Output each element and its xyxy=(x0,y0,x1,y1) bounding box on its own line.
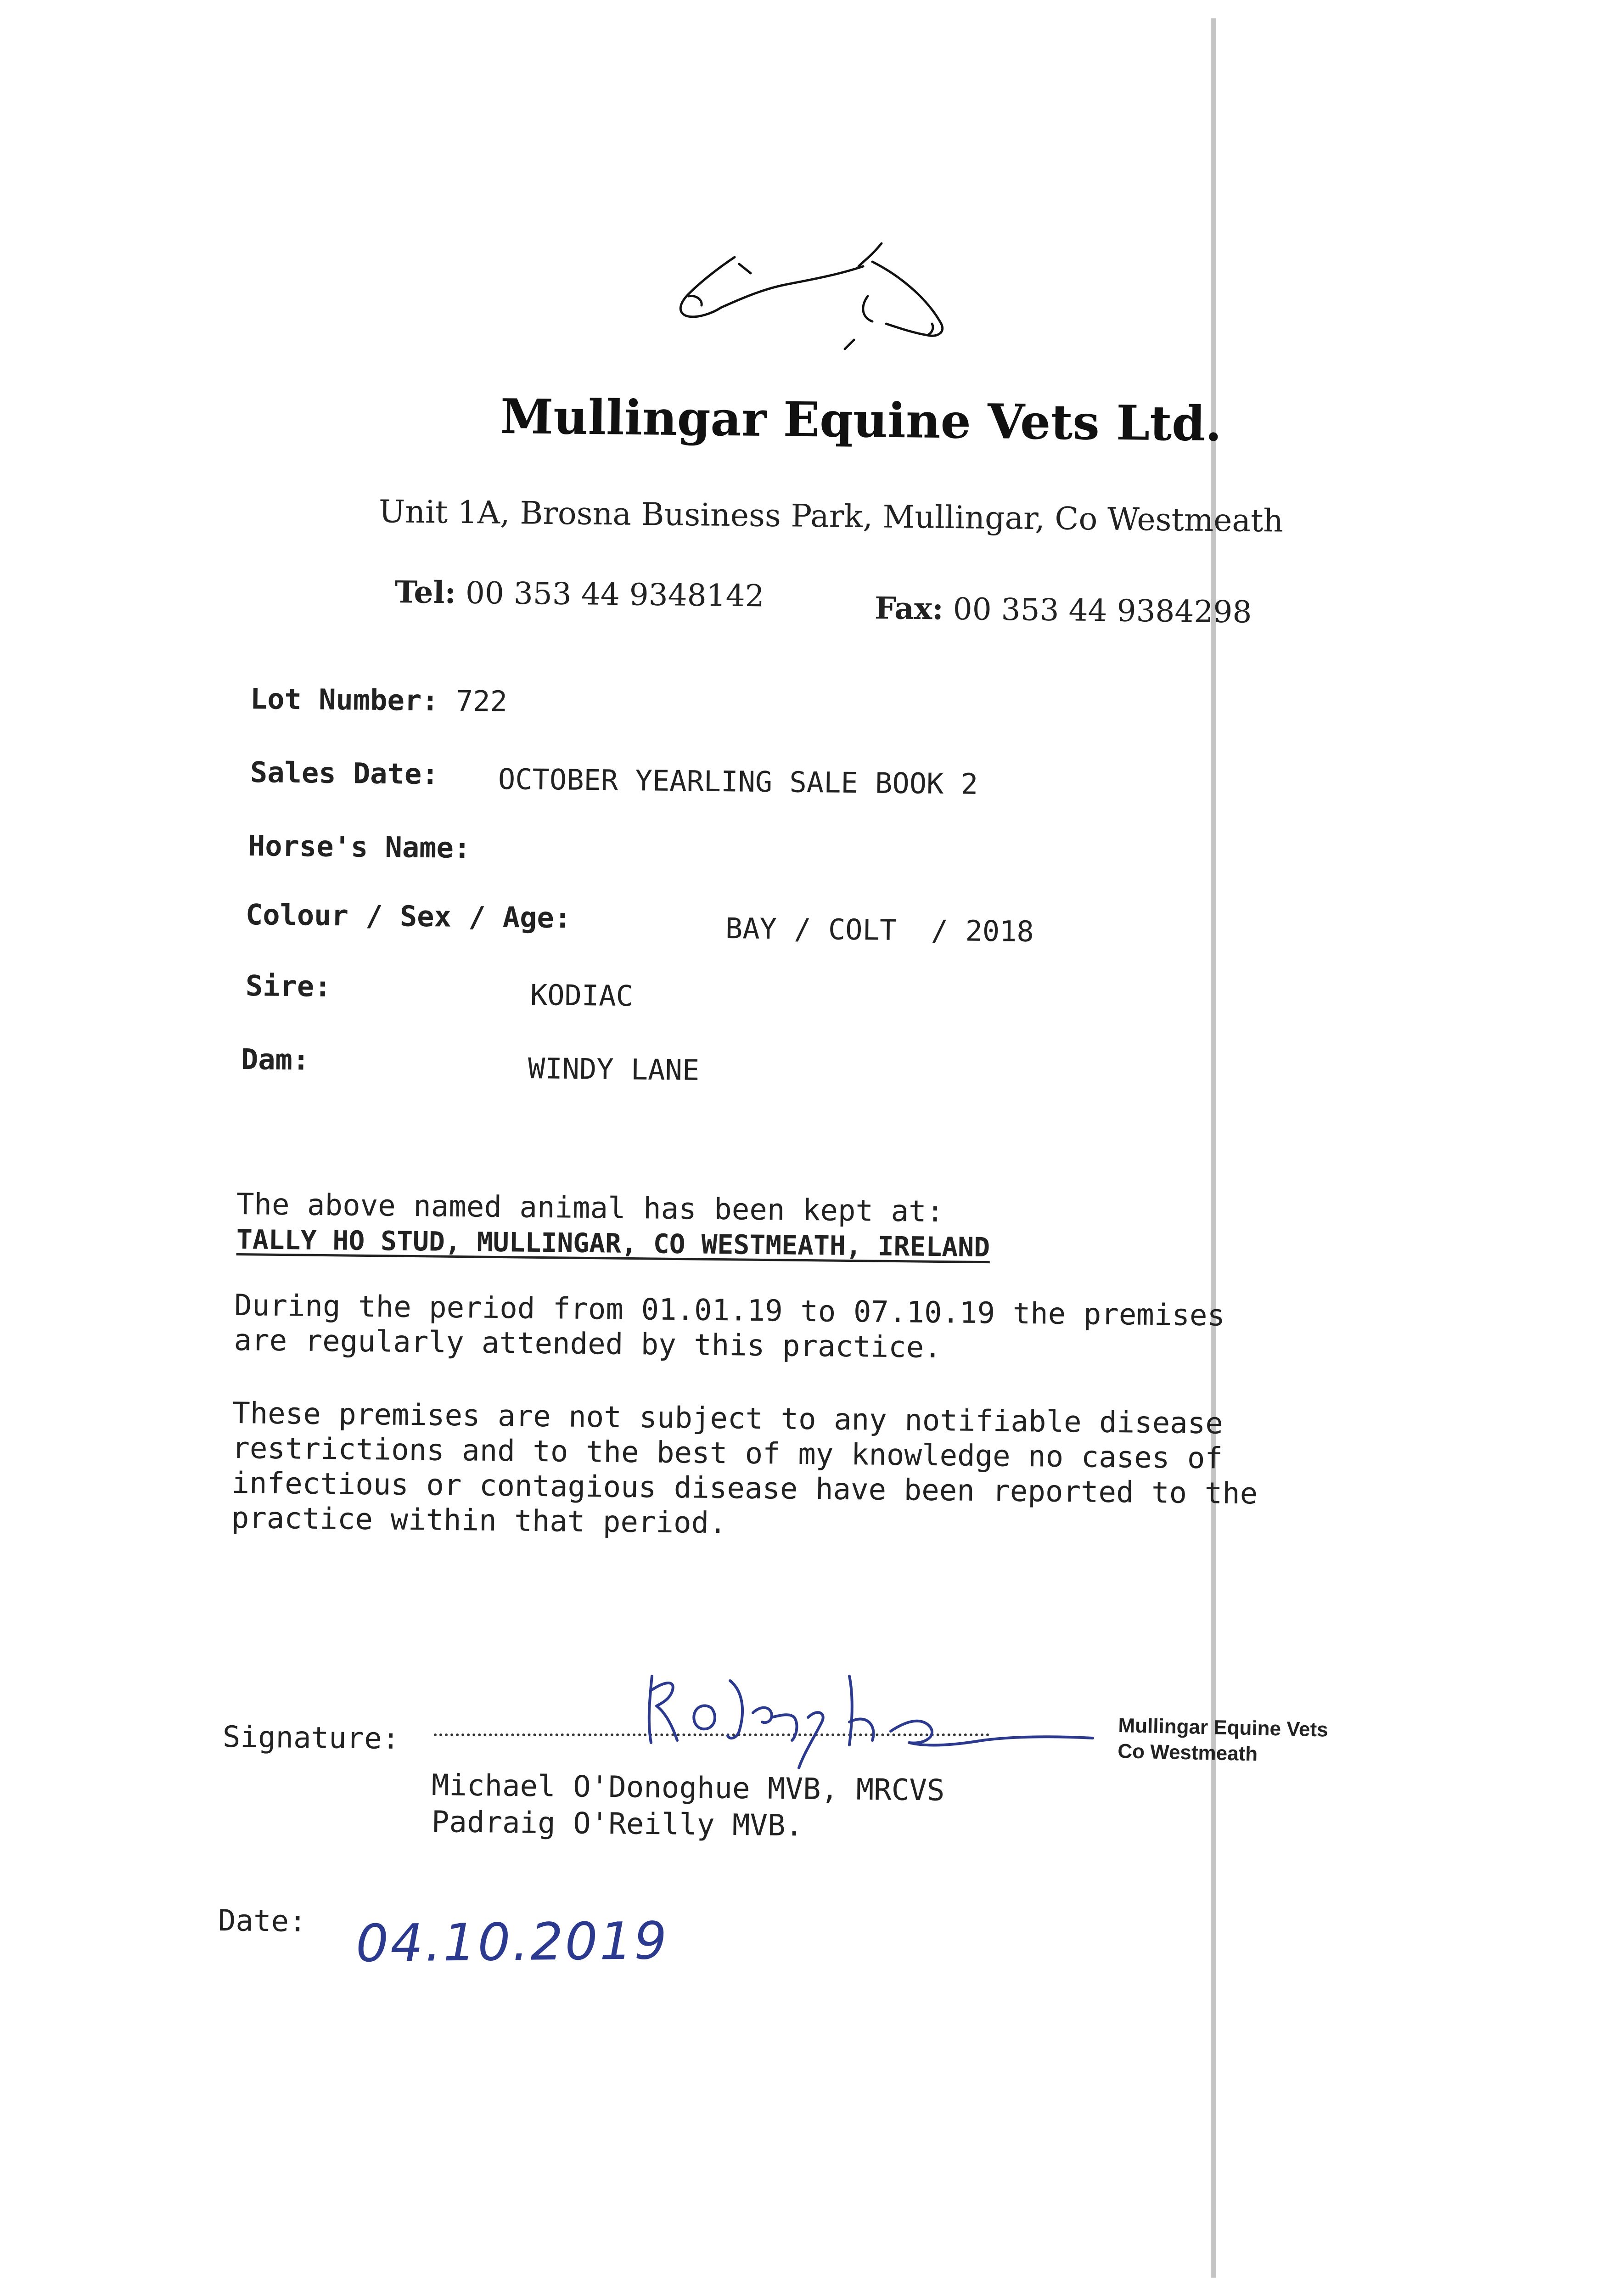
lot-number-label: Lot Number: xyxy=(250,682,439,718)
dam-label: Dam: xyxy=(241,1042,310,1077)
fax-label: Fax: xyxy=(874,590,944,627)
colour-sex-age-value: BAY / COLT / 2018 xyxy=(725,912,1034,949)
sales-date-label: Sales Date: xyxy=(250,755,439,791)
tel-label: Tel: xyxy=(394,574,456,611)
scan-edge-line xyxy=(1211,18,1216,2278)
company-name: Mullingar Equine Vets Ltd. xyxy=(500,388,1222,452)
colour-sex-age-row xyxy=(246,898,572,934)
sire-label: Sire: xyxy=(245,969,332,1003)
horse-name-label: Horse's Name: xyxy=(247,829,471,865)
dam-value: WINDY LANE xyxy=(528,1052,700,1087)
fax xyxy=(875,590,1252,630)
vet-name-1: Michael O'Donoghue MVB, MRCVS xyxy=(431,1768,945,1808)
tel-number: 00 353 44 9348142 xyxy=(465,575,765,614)
colour-sex-age-label: Colour / Sex / Age: xyxy=(245,898,572,935)
practice-stamp xyxy=(1118,1713,1328,1769)
premises-address: TALLY HO STUD, MULLINGAR, CO WESTMEATH, IRELAND xyxy=(236,1224,990,1263)
horse-heads-logo-icon xyxy=(670,239,969,363)
signature-label: Signature: xyxy=(222,1720,400,1756)
handwritten-signature xyxy=(634,1662,1111,1773)
vet-name-2: Padraig O'Reilly MVB. xyxy=(431,1805,803,1843)
sales-date-value: OCTOBER YEARLING SALE BOOK 2 xyxy=(498,762,978,801)
lot-number-value: 722 xyxy=(455,684,508,718)
attendance-period-text: During the period from 01.01.19 to 07.10.19 the premises are regularly attended by this practice. xyxy=(234,1289,1225,1365)
horse-name-row xyxy=(248,829,471,865)
telephone xyxy=(395,574,765,613)
stamp-line-1: Mullingar Equine Vets xyxy=(1118,1714,1329,1741)
sire-value: KODIAC xyxy=(530,978,634,1013)
disease-declaration-text: These premises are not subject to any notifiable disease restrictions and to the best of my knowledge no cases of infectious or contagious disease have been reported to the practice within that period. xyxy=(231,1396,1258,1541)
sales-date-row xyxy=(250,755,439,791)
sire-row xyxy=(246,969,331,1003)
stamp-line-2: Co Westmeath xyxy=(1117,1739,1258,1766)
kept-at-intro: The above named animal has been kept at: xyxy=(236,1187,944,1229)
dam-row xyxy=(241,1042,310,1077)
lot-number-row xyxy=(250,682,508,718)
date-label: Date: xyxy=(218,1904,307,1939)
company-address: Unit 1A, Brosna Business Park, Mullingar, Co Westmeath xyxy=(378,494,1284,540)
handwritten-date: 04.10.2019 xyxy=(355,1911,669,1974)
fax-number: 00 353 44 9384298 xyxy=(953,591,1252,630)
